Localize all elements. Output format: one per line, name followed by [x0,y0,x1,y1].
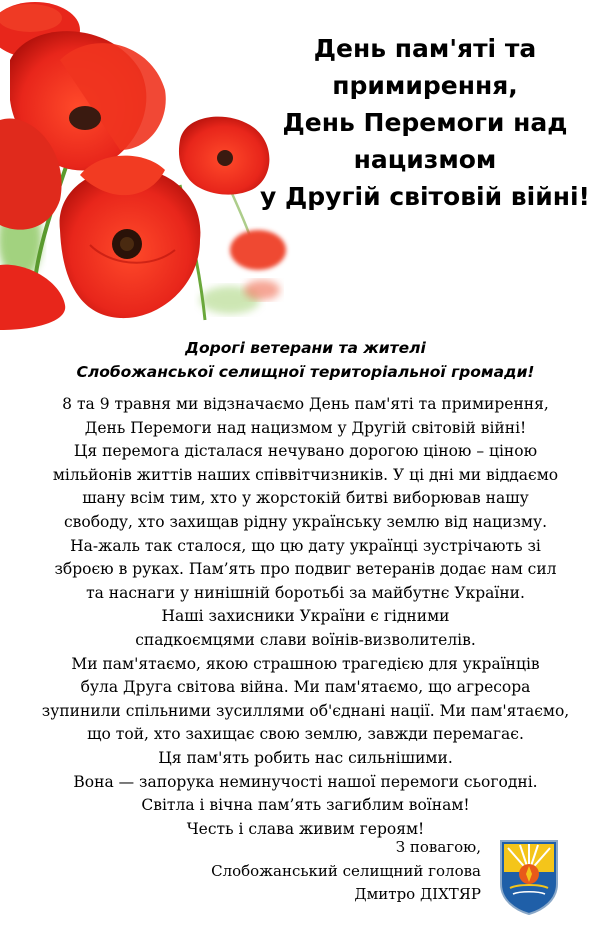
title-line: нацизмом [353,145,497,174]
title-line: у Другій світовій війні! [260,182,590,211]
body-line: Наші захисники України є гідними [161,607,450,626]
body-line: зупинили спільними зусиллями об'єднані нації. Ми пам'ятаємо, [41,701,570,720]
community-coat-of-arms [498,838,560,916]
address-body [0,393,611,841]
body-line: була Друга світова війна. Ми пам'ятаємо, що агресора [80,678,531,697]
greeting-line: Дорогі ветерани та жителі [185,339,426,357]
title-line: примирення, [332,71,518,100]
body-line: Ця пам'ять робить нас сильнішими. [158,748,453,767]
body-line: Ми пам'ятаємо, якою страшною трагедією для українців [71,654,540,673]
body-line: Світла і вічна пам’ять загиблим воїнам! [141,796,470,815]
body-line: та наснаги у нинішній боротьбі за майбутнє України. [86,583,525,602]
body-line: зброєю в руках. Пам’ять про подвиг ветеранів додає нам сил [54,560,557,579]
signature-block [211,836,481,907]
greeting-line: Слобожанської селищної територіальної громади! [76,363,535,381]
signature-line: Дмитро ДІХТЯР [354,885,481,903]
body-line: День Перемоги над нацизмом у Другій світовій війні! [84,418,527,437]
body-line: Честь і слава живим героям! [186,819,425,838]
greeting [0,336,611,384]
body-line: шану всім тим, хто у жорстокій битві виборював нашу [82,489,529,508]
body-line: мільйонів життів наших співвітчизників. У ці дні ми віддаємо [52,465,559,484]
body-line: спадкоємцями слави воїнів-визволителів. [135,630,476,649]
body-line: 8 та 9 травня ми відзначаємо День пам'яті та примирення, [62,395,549,413]
body-line: Вона — запорука неминучості нашої перемоги сьогодні. [73,772,538,791]
title-line: День пам'яті та [313,34,537,63]
signature-line: Слобожанський селищний голова [211,861,481,880]
page-title [250,30,600,215]
body-line: свободу, хто захищав рідну українську землю від нацизму. [63,512,547,531]
body-line: На-жаль так сталося, що цю дату українці зустрічають зі [70,536,541,555]
title-line: День Перемоги над [282,108,568,137]
body-line: Ця перемога дісталася нечувано дорогою ціною – ціною [73,442,538,461]
body-line: що той, хто захищає свою землю, завжди перемагає. [87,725,524,744]
signature-line: З повагою, [395,838,481,856]
